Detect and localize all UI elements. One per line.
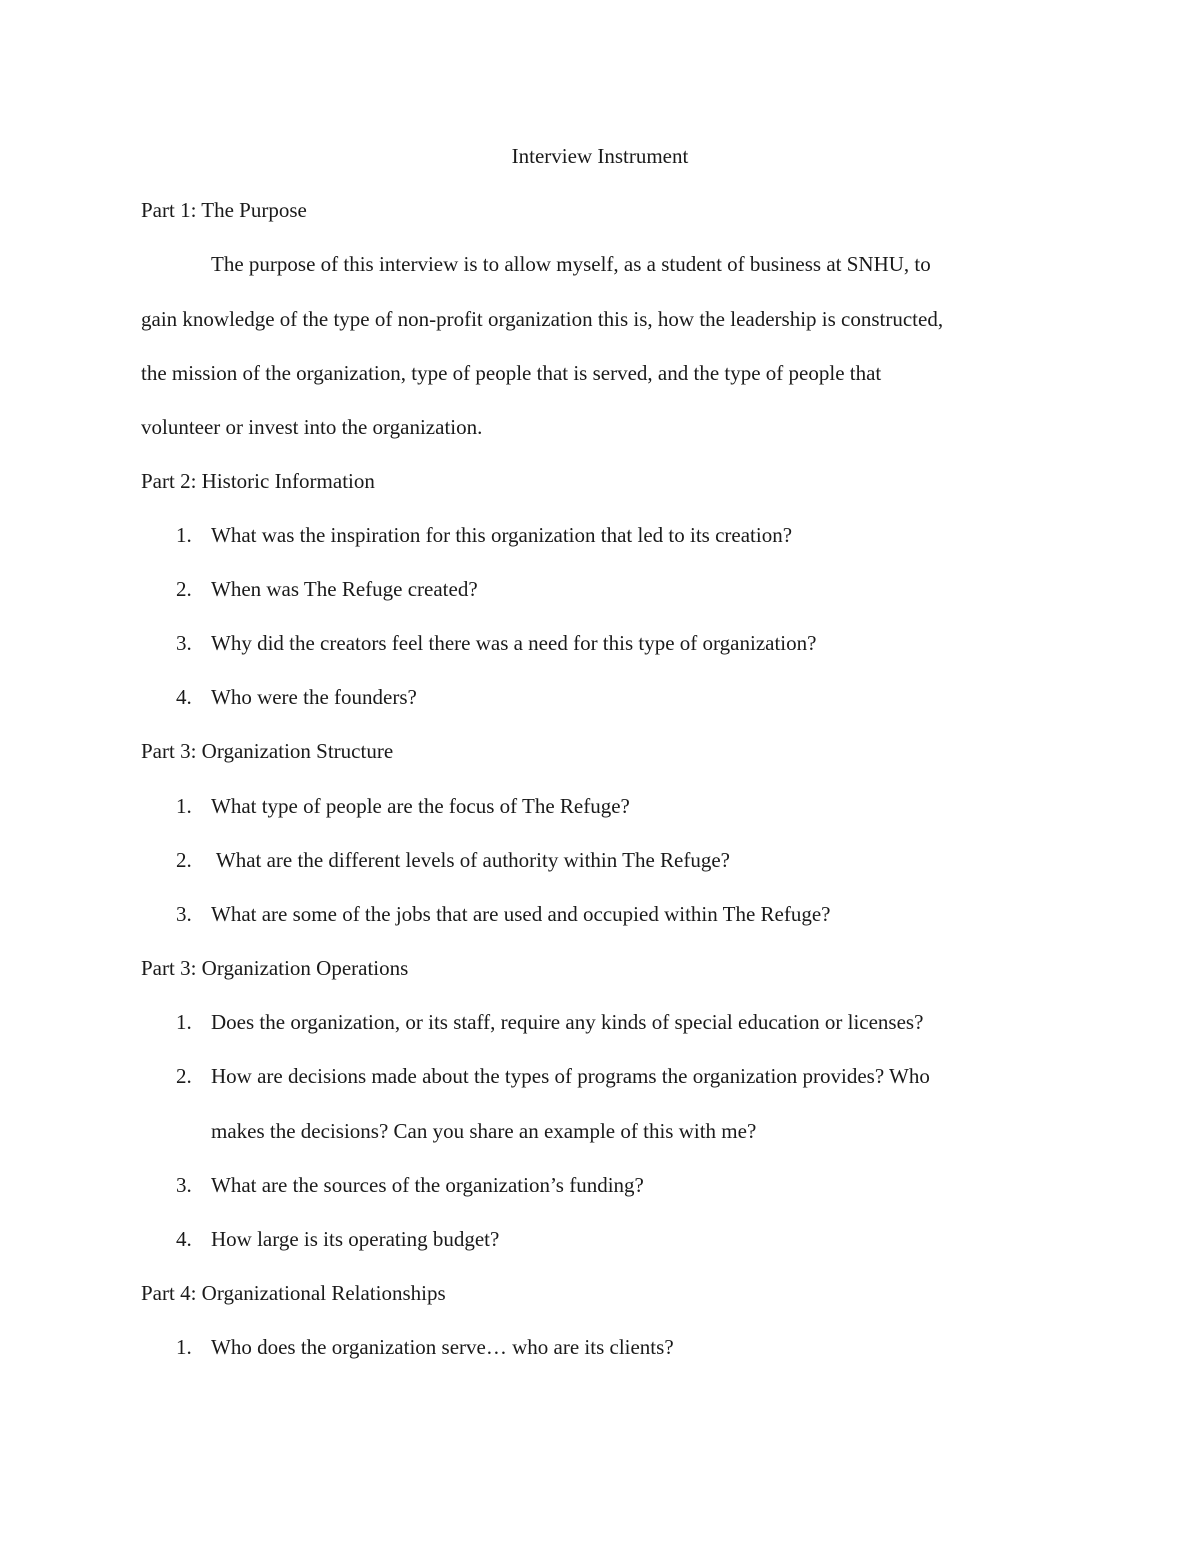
list-number: 3. — [176, 902, 192, 926]
section-heading-part1: Part 1: The Purpose — [141, 198, 307, 222]
list-item-text: What are some of the jobs that are used and occupied within The Refuge? — [211, 902, 831, 926]
list-number: 3. — [176, 1173, 192, 1197]
section-heading-part2: Part 2: Historic Information — [141, 469, 375, 493]
list-number: 4. — [176, 685, 192, 709]
list-number: 2. — [176, 1064, 192, 1088]
list-item-text-continuation: makes the decisions? Can you share an example of this with me? — [211, 1119, 757, 1143]
list-item-text: Does the organization, or its staff, require any kinds of special education or licenses? — [211, 1010, 924, 1034]
list-item-text: What are the different levels of authority within The Refuge? — [211, 848, 730, 872]
section-heading-part3-operations: Part 3: Organization Operations — [141, 956, 409, 980]
list-number: 1. — [176, 794, 192, 818]
list-item-text: Who were the founders? — [211, 685, 417, 709]
list-number: 2. — [176, 577, 192, 601]
list-number: 4. — [176, 1227, 192, 1251]
purpose-paragraph-line: gain knowledge of the type of non-profit organization this is, how the leadership is constructed, — [141, 307, 944, 331]
purpose-paragraph-line: the mission of the organization, type of people that is served, and the type of people that — [141, 361, 882, 385]
list-number: 1. — [176, 523, 192, 547]
list-item-text: What type of people are the focus of The Refuge? — [211, 794, 630, 818]
list-number: 1. — [176, 1335, 192, 1359]
list-number: 2. — [176, 848, 192, 872]
list-item-text: What are the sources of the organization’s funding? — [211, 1173, 644, 1197]
list-item-text: Why did the creators feel there was a need for this type of organization? — [211, 631, 817, 655]
purpose-paragraph-line: The purpose of this interview is to allow myself, as a student of business at SNHU, to — [211, 252, 931, 276]
list-item-text: How large is its operating budget? — [211, 1227, 500, 1251]
list-number: 3. — [176, 631, 192, 655]
section-heading-part3-structure: Part 3: Organization Structure — [141, 739, 394, 763]
document-title: Interview Instrument — [511, 144, 689, 168]
list-item-text: How are decisions made about the types of programs the organization provides? Who — [211, 1064, 930, 1088]
section-heading-part4: Part 4: Organizational Relationships — [141, 1281, 446, 1305]
purpose-paragraph-line: volunteer or invest into the organization. — [141, 415, 483, 439]
list-item-text: What was the inspiration for this organization that led to its creation? — [211, 523, 793, 547]
list-number: 1. — [176, 1010, 192, 1034]
list-item-text: Who does the organization serve… who are its clients? — [211, 1335, 674, 1359]
list-item-text: When was The Refuge created? — [211, 577, 478, 601]
